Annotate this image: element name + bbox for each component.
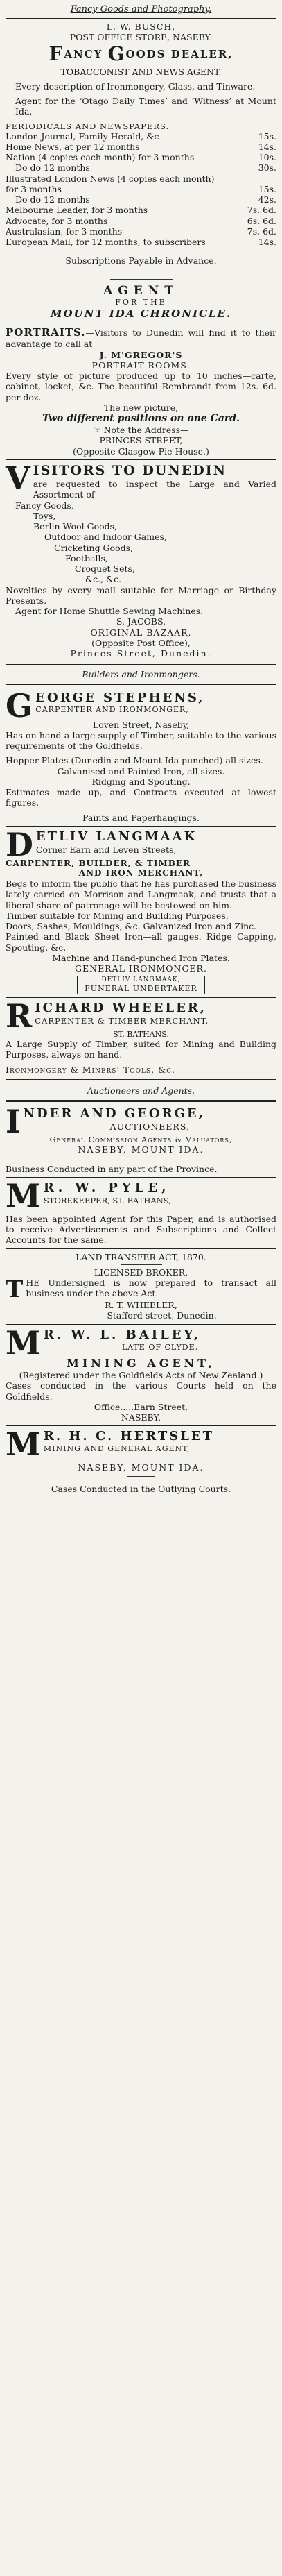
- george-text-1: Business Conducted in any part of the Province.: [6, 1163, 218, 1174]
- visitors-heading: ISITORS TO DUNEDIN: [33, 462, 227, 478]
- stephens-text-4: Ridging and Spouting.: [91, 776, 191, 787]
- periodical-item: Illustrated London News (4 copies each month) for 3 months 15s.: [6, 173, 276, 194]
- busch-address: POST OFFICE STORE, NASEBY.: [69, 32, 213, 43]
- bailey-name: R. W. L. BAILEY,: [43, 1327, 202, 1342]
- stephens-text-5: Estimates made up, and Contracts executed at lowest figures.: [6, 787, 276, 808]
- bailey-office: Office.....Earn Street,: [94, 1401, 188, 1412]
- periodical-item: Do do 12 months 42s.: [15, 194, 276, 205]
- mcgregor-advert: [6, 326, 276, 457]
- undertaker-box: DETLIV LANGMAAK, FUNERAL UNDERTAKER: [77, 976, 205, 994]
- bailey-registered: (Registered under the Goldfields Acts of New Zealand.): [19, 1370, 263, 1381]
- bailey-text-1: Cases conducted in the various Courts held on the Goldfields.: [6, 1380, 276, 1402]
- mcgregor-opposite: (Opposite Glasgow Pie-House.): [73, 446, 209, 457]
- george-advert: [6, 1103, 276, 1174]
- land-transfer-head: LAND TRANSFER ACT, 1870.: [76, 1251, 206, 1262]
- goods-item: &c., &c.: [85, 574, 122, 585]
- busch-description: Every description of Ironmongery, Glass, and Tinware.: [15, 80, 256, 92]
- langmaak-text-1: Begs to inform the public that he has purchased the business lately carried on Morrison and Langmaak, and trusts that a liberal share of patronage will be bestowed on him.: [6, 879, 276, 910]
- land-transfer-place: Stafford-street, Dunedin.: [107, 1310, 217, 1321]
- section-header-fancy-goods: Fancy Goods and Photography.: [70, 4, 212, 15]
- pyle-name: R. W. PYLE,: [43, 1180, 170, 1195]
- busch-agent-for: Agent for the ‘Otago Daily Times’ and ‘Witness’ at Mount Ida.: [15, 96, 276, 117]
- langmaak-corner: Corner Earn and Leven Streets,: [35, 844, 177, 855]
- jacobs-advert: [6, 459, 276, 659]
- drop-cap: R: [6, 997, 33, 1035]
- jacobs-agent: Agent for Home Shuttle Sewing Machines.: [15, 606, 204, 617]
- langmaak-name: ETLIV LANGMAAK: [35, 829, 197, 844]
- wheeler-trade: CARPENTER & TIMBER MERCHANT,: [35, 1015, 209, 1026]
- stephens-street: Loven Street, Naseby,: [92, 719, 190, 730]
- portraits-lead: PORTRAITS.: [6, 325, 86, 339]
- bailey-title: MINING AGENT,: [67, 1356, 215, 1370]
- agent-heading: AGENT: [103, 283, 179, 298]
- busch-name: L. W. BUSCH,: [106, 21, 176, 32]
- periodicals-list: [6, 131, 276, 248]
- hertslet-place: NASEBY, MOUNT IDA.: [78, 1462, 204, 1473]
- langmaak-trade-1: CARPENTER, BUILDER, & TIMBER: [6, 858, 191, 868]
- pyle-text-1: Has been appointed Agent for this Paper, and is authorised to receive Advertisements and Subscriptions and Collect Accounts for the same.: [6, 1213, 276, 1246]
- mcgregor-name: J. M'GREGOR'S: [99, 349, 183, 360]
- langmaak-trade-2: AND IRON MERCHANT,: [78, 868, 204, 879]
- wheeler-text-2: Ironmongery & Miners' Tools, &c.: [6, 1064, 176, 1075]
- licensed-broker: LICENSED BROKER.: [94, 1266, 188, 1278]
- periodical-item: Melbourne Leader, for 3 months 7s. 6d.: [6, 205, 276, 216]
- land-transfer-text: HE Undersigned is now prepared to transact all business under the above Act.: [26, 1278, 276, 1299]
- bailey-advert: [6, 1323, 276, 1423]
- jacobs-bazaar: ORIGINAL BAZAAR,: [90, 627, 192, 638]
- for-the: FOR THE: [115, 298, 167, 307]
- goods-item: Footballs,: [65, 552, 108, 564]
- land-transfer-name: R. T. WHEELER,: [105, 1300, 177, 1311]
- land-transfer-advert: [6, 1252, 276, 1321]
- section-header-auctioneers: Auctioneers and Agents.: [87, 1085, 195, 1096]
- hertslet-title: MINING AND GENERAL AGENT,: [43, 1444, 191, 1454]
- busch-agent-line: TOBACCONIST AND NEWS AGENT.: [60, 66, 222, 77]
- bailey-late: LATE OF CLYDE,: [121, 1342, 199, 1352]
- pointing-hand-icon: ☞: [93, 425, 104, 436]
- george-agents: General Commission Agents & Valuators,: [49, 1135, 233, 1145]
- stephens-advert: [6, 686, 276, 823]
- langmaak-text-2: Timber suitable for Mining and Building Purposes.: [6, 910, 229, 921]
- stephens-text-3: Galvanised and Painted Iron, all sizes.: [57, 765, 225, 777]
- hertslet-text-1: Cases Conducted in the Outlying Courts.: [51, 1483, 231, 1494]
- two-positions: Two different positions on one Card.: [42, 413, 240, 425]
- wheeler-advert: [6, 997, 276, 1075]
- goods-item: Cricketing Goods,: [54, 542, 133, 553]
- stephens-text-1: Has on hand a large supply of Timber, suitable to the various requirements of the Goldfields.: [6, 729, 276, 752]
- mcgregor-description: Every style of picture produced up to 10 inches—carte, cabinet, locket, &c. The beautiful Rembrandt from 12s. 6d. per doz.: [6, 371, 276, 402]
- drop-cap: M: [6, 1323, 41, 1362]
- goods-item: Outdoor and Indoor Games,: [44, 532, 167, 543]
- hertslet-name: R. H. C. HERTSLET: [43, 1429, 215, 1444]
- george-trade: AUCTIONEERS,: [109, 1121, 190, 1132]
- jacobs-intro: are requested to inspect the Large and Varied Assortment of: [33, 479, 276, 500]
- section-header-builders: Builders and Ironmongers.: [82, 669, 200, 680]
- periodical-item: Nation (4 copies each month) for 3 months 10s.: [6, 152, 276, 163]
- portrait-rooms: PORTRAIT ROOMS.: [91, 359, 191, 371]
- stephens-text-2: Hopper Plates (Dunedin and Mount Ida punched) all sizes.: [6, 755, 263, 766]
- periodical-item: Australasian, for 3 months 7s. 6d.: [6, 226, 276, 237]
- periodical-item: Advocate, for 3 months 6s. 6d.: [6, 215, 276, 226]
- pyle-advert: [6, 1176, 276, 1246]
- address-note: ☞ Note the Address—: [93, 425, 189, 436]
- drop-cap: V: [6, 459, 30, 497]
- goods-item: Fancy Goods,: [15, 500, 74, 511]
- stephens-text-6: Paints and Paperhangings.: [82, 812, 200, 823]
- langmaak-general: GENERAL IRONMONGER.: [75, 963, 207, 974]
- drop-cap: M: [6, 1176, 41, 1214]
- mcgregor-street: PRINCES STREET,: [99, 435, 183, 446]
- george-place: NASEBY, MOUNT IDA.: [78, 1144, 204, 1155]
- periodical-item: London Journal, Family Herald, &c 15s.: [6, 130, 276, 142]
- goods-item: Berlin Wool Goods,: [33, 521, 118, 532]
- goods-item: Croquet Sets,: [75, 564, 135, 575]
- langmaak-text-5: Machine and Hand-punched Iron Plates.: [52, 952, 230, 963]
- jacobs-name: S. JACOBS,: [116, 616, 166, 627]
- drop-cap: D: [6, 825, 33, 863]
- hertslet-advert: [6, 1425, 276, 1494]
- drop-cap: G: [6, 686, 33, 724]
- wheeler-name: ICHARD WHEELER,: [35, 1000, 207, 1015]
- mcgregor-intro: —Visitors to Dunedin will find it to their advantage to call at: [6, 327, 276, 350]
- goods-list: [6, 500, 276, 585]
- periodical-item: Home News, at per 12 months 14s.: [6, 141, 276, 152]
- stephens-trade: CARPENTER AND IRONMONGER,: [35, 705, 189, 715]
- drop-cap: M: [6, 1425, 41, 1464]
- langmaak-text-3: Doors, Sashes, Mouldings, &c. Galvanized Iron and Zinc.: [6, 921, 257, 932]
- drop-cap: T: [6, 1276, 24, 1304]
- subscriptions-note: Subscriptions Payable in Advance.: [65, 255, 217, 266]
- paper-name: MOUNT IDA CHRONICLE.: [50, 307, 232, 320]
- new-picture: The new picture,: [103, 402, 179, 413]
- jacobs-opposite: (Opposite Post Office),: [91, 637, 191, 648]
- pyle-trade: STOREKEEPER, ST. BATHANS,: [43, 1195, 171, 1205]
- periodical-item: European Mail, for 12 months, to subscribers 14s.: [6, 237, 276, 248]
- periodicals-heading: PERIODICALS AND NEWSPAPERS.: [6, 121, 170, 131]
- busch-title: FANCY GOODS DEALER,: [49, 42, 233, 66]
- langmaak-text-4: Painted and Black Sheet Iron—all gauges. Ridge Capping, Spouting, &c.: [6, 931, 276, 953]
- periodical-item: Do do 12 months 30s.: [15, 162, 276, 173]
- drop-cap: I: [6, 1103, 21, 1141]
- george-name: NDER AND GEORGE,: [23, 1106, 205, 1121]
- goods-item: Toys,: [33, 510, 56, 521]
- wheeler-place: ST. BATHANS.: [113, 1029, 169, 1039]
- bailey-town: NASEBY.: [121, 1412, 161, 1423]
- stephens-name: EORGE STEPHENS,: [35, 690, 205, 705]
- jacobs-street: Princes Street, Dunedin.: [70, 648, 212, 659]
- divider: [6, 18, 276, 19]
- langmaak-advert: [6, 825, 276, 994]
- wheeler-text-1: A Large Supply of Timber, suited for Mining and Building Purposes, always on hand.: [6, 1039, 276, 1060]
- jacobs-novelties: Novelties by every mail suitable for Marriage or Birthday Presents.: [6, 584, 276, 606]
